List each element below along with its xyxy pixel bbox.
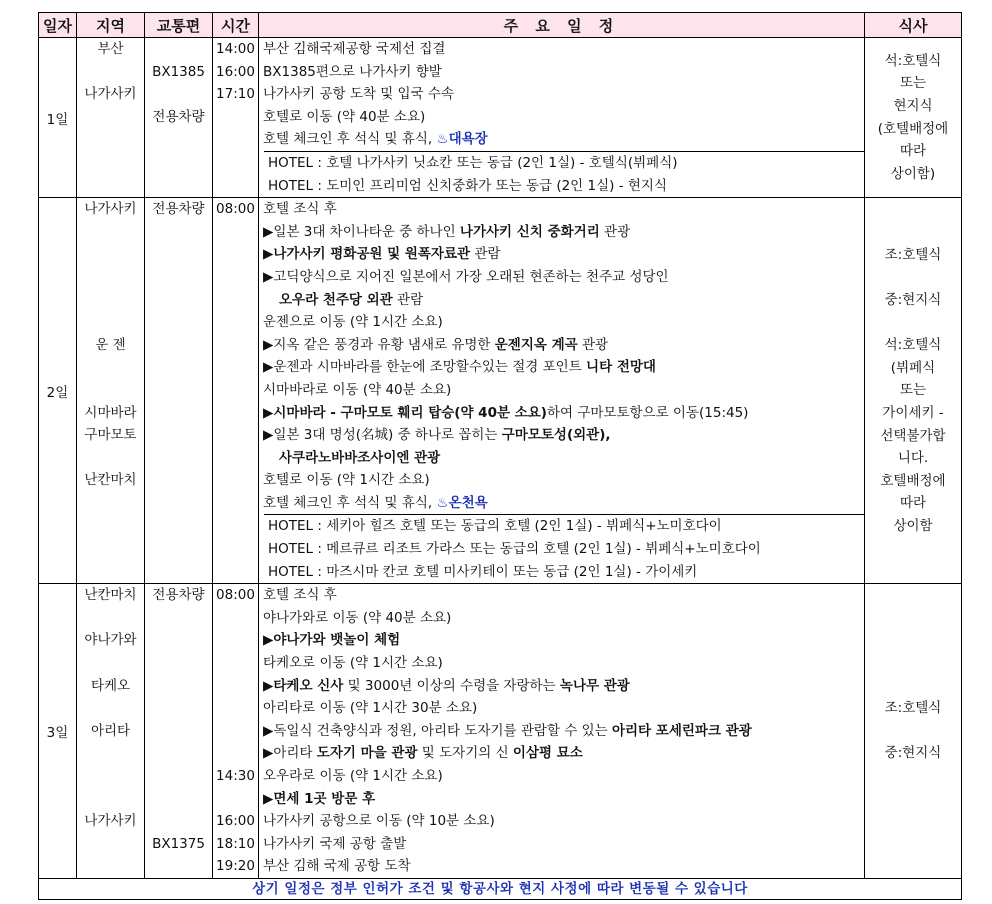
day3-schedule xyxy=(259,584,865,879)
day2-label: 2일 xyxy=(39,198,77,584)
schedule-item: 호텔 체크인 후 석식 및 휴식, ♨온천욕 xyxy=(263,494,488,511)
day1-hotels xyxy=(264,151,864,197)
meal-text: 선택불가합 xyxy=(880,427,946,444)
schedule-item: BX1385편으로 나가사키 향발 xyxy=(263,63,442,80)
transport-text: 전용차량 xyxy=(152,201,205,218)
header-meal: 식사 xyxy=(865,13,962,38)
day1-label: 1일 xyxy=(39,38,77,198)
day2-region xyxy=(77,198,145,584)
schedule-item: 호텔 조식 후 xyxy=(263,587,337,604)
region-text: 타케오 xyxy=(90,677,131,694)
region-text: 나가사키 xyxy=(84,201,137,218)
schedule-item: ▶야나가와 뱃놀이 체험 xyxy=(263,632,401,649)
schedule-item: 오우라 천주당 외관 관람 xyxy=(279,291,424,308)
meal-text: 또는 xyxy=(899,382,927,399)
day1-schedule xyxy=(259,38,865,198)
day1-time xyxy=(213,38,259,198)
header-day: 일자 xyxy=(39,13,77,38)
header-time: 시간 xyxy=(213,13,259,38)
region-text: 아리타 xyxy=(90,722,131,739)
time-text: 16:00 xyxy=(216,63,255,80)
meal-text: 석:호텔식 xyxy=(884,337,942,354)
region-text: 나가사키 xyxy=(84,86,137,103)
meal-text: 따라 xyxy=(899,143,927,160)
time-text: 14:00 xyxy=(216,41,255,57)
day1-region xyxy=(77,38,145,198)
time-text: 17:10 xyxy=(216,86,255,103)
day3-meals xyxy=(865,584,962,879)
time-text: 19:20 xyxy=(216,858,255,875)
schedule-item: ▶타케오 신사 및 3000년 이상의 수령을 자랑하는 녹나무 관광 xyxy=(263,677,630,694)
schedule-item: 나가사키 공항 도착 및 입국 수속 xyxy=(263,86,454,103)
schedule-item: 나가사키 공항으로 이동 (약 10분 소요) xyxy=(263,813,495,830)
schedule-item: ▶나가사키 평화공원 및 원폭자료관 관람 xyxy=(263,246,501,263)
schedule-item: ▶일본 3대 명성(名城) 중 하나로 꼽히는 구마모토성(외관), xyxy=(263,427,611,444)
schedule-item: ▶아리타 도자기 마을 관광 및 도자기의 신 이삼평 묘소 xyxy=(263,745,583,762)
meal-text: 상이함) xyxy=(890,165,936,182)
schedule-item: ▶운젠과 시마바라를 한눈에 조망할수있는 절경 포인트 니타 전망대 xyxy=(263,359,656,376)
schedule-item: 호텔 조식 후 xyxy=(263,201,337,218)
day3-transport xyxy=(145,584,213,879)
region-text: 난칸마치 xyxy=(84,587,137,604)
schedule-item: ▶지옥 같은 풍경과 유황 냄새로 유명한 운젠지옥 계곡 관광 xyxy=(263,336,609,353)
meal-text: 석:호텔식 xyxy=(884,52,942,69)
day3-label: 3일 xyxy=(39,584,77,879)
day2-meals xyxy=(865,198,962,584)
region-text: 구마모토 xyxy=(84,427,137,444)
region-text: 난칸마치 xyxy=(84,472,137,489)
schedule-item: 시마바라로 이동 (약 40분 소요) xyxy=(263,381,452,398)
schedule-item: 아리타로 이동 (약 1시간 30분 소요) xyxy=(263,700,478,717)
meal-text: 또는 xyxy=(899,75,927,92)
schedule-item: ▶독일식 건축양식과 정원, 아리타 도자기를 관람할 수 있는 아리타 포세린파크 관광 xyxy=(263,722,752,739)
meal-text: 호텔배정에 xyxy=(880,472,946,489)
schedule-item: 사쿠라노바바조사이엔 관광 xyxy=(279,449,441,466)
header-transport: 교통편 xyxy=(145,13,213,38)
flight-number: BX1385 xyxy=(152,63,205,80)
day1-row xyxy=(39,38,962,198)
time-text: 08:00 xyxy=(216,201,255,218)
day2-time xyxy=(213,198,259,584)
region-text: 운 젠 xyxy=(95,336,126,353)
schedule-item: ▶일본 3대 차이나타운 중 하나인 나가사키 신치 중화거리 관광 xyxy=(263,223,631,240)
region-text: 부산 xyxy=(97,41,124,57)
hotel-option: HOTEL : 마즈시마 칸코 호텔 미사키테이 또는 동급 (2인 1실) - 가이세키 xyxy=(268,563,698,580)
flight-number: BX1375 xyxy=(152,835,205,852)
schedule-item: 운젠으로 이동 (약 1시간 소요) xyxy=(263,314,443,331)
footer-row xyxy=(39,878,962,899)
day1-meals xyxy=(865,38,962,198)
schedule-item: ▶면세 1곳 방문 후 xyxy=(263,790,376,807)
schedule-item: 호텔 체크인 후 석식 및 휴식, ♨대욕장 xyxy=(263,131,488,148)
time-text: 16:00 xyxy=(216,813,255,830)
meal-text: 따라 xyxy=(899,495,927,512)
meal-text: 조:호텔식 xyxy=(884,246,942,263)
meal-text: 중:현지식 xyxy=(884,292,942,309)
header-row xyxy=(39,13,962,38)
schedule-item: ▶고딕양식으로 지어진 일본에서 가장 오래된 현존하는 천주교 성당인 xyxy=(263,268,669,285)
day2-schedule xyxy=(259,198,865,584)
meal-text: 니다. xyxy=(897,450,929,467)
time-text: 14:30 xyxy=(216,768,255,784)
meal-text: 가이세키 - xyxy=(882,405,944,421)
schedule-item: 야나가와로 이동 (약 40분 소요) xyxy=(263,609,452,626)
schedule-item: 부산 김해국제공항 국제선 집결 xyxy=(263,41,446,57)
schedule-item: ▶시마바라 - 구마모토 훼리 탑승(약 40분 소요)하여 구마모토항으로 이동(15:45) xyxy=(263,404,749,421)
bath-icon-label: ♨대욕장 xyxy=(436,131,488,148)
schedule-item: 호텔로 이동 (약 40분 소요) xyxy=(263,108,426,125)
schedule-item: 타케오로 이동 (약 1시간 소요) xyxy=(263,655,443,672)
hotel-option: HOTEL : 도미인 프리미엄 신치중화가 또는 동급 (2인 1실) - 현지식 xyxy=(268,177,667,194)
day3-region xyxy=(77,584,145,879)
region-text: 시마바라 xyxy=(84,404,137,421)
footer-notice: 상기 일정은 정부 인허가 조건 및 항공사와 현지 사정에 따라 변동될 수 있습니다 xyxy=(39,878,962,899)
schedule-item: 나가사키 국제 공항 출발 xyxy=(263,835,407,852)
meal-text: 상이함 xyxy=(893,517,933,534)
region-text: 야나가와 xyxy=(84,632,137,649)
transport-text: 전용차량 xyxy=(152,587,205,604)
day2-row xyxy=(39,198,962,584)
day2-transport xyxy=(145,198,213,584)
meal-text: (뷔페식 xyxy=(890,359,936,376)
day3-time xyxy=(213,584,259,879)
meal-text: 중:현지식 xyxy=(884,745,942,762)
day2-hotels xyxy=(264,514,864,583)
schedule-item: 호텔로 이동 (약 1시간 소요) xyxy=(263,472,430,489)
hotel-option: HOTEL : 세키아 힐즈 호텔 또는 동급의 호텔 (2인 1실) - 뷔페식+노미호다이 xyxy=(268,518,722,535)
time-text: 18:10 xyxy=(216,835,255,852)
meal-text: 조:호텔식 xyxy=(884,700,942,717)
day3-row xyxy=(39,584,962,879)
day1-transport xyxy=(145,38,213,198)
itinerary-table xyxy=(38,12,962,900)
meal-text: (호텔배정에 xyxy=(877,120,949,137)
schedule-item: 부산 김해 국제 공항 도착 xyxy=(263,858,411,875)
region-text: 나가사키 xyxy=(84,813,137,830)
schedule-item: 오우라로 이동 (약 1시간 소요) xyxy=(263,768,443,784)
onsen-icon-label: ♨온천욕 xyxy=(436,494,488,511)
header-schedule: 주 요 일 정 xyxy=(259,13,865,38)
hotel-option: HOTEL : 호텔 나가사키 닛쇼칸 또는 동급 (2인 1실) - 호텔식(뷔페식) xyxy=(268,154,678,171)
hotel-option: HOTEL : 메르큐르 리조트 가라스 또는 동급의 호텔 (2인 1실) - 뷔페식+노미호다이 xyxy=(268,541,761,558)
header-region: 지역 xyxy=(77,13,145,38)
meal-text: 현지식 xyxy=(893,97,933,114)
time-text: 08:00 xyxy=(216,587,255,604)
transport-text: 전용차량 xyxy=(152,108,205,125)
